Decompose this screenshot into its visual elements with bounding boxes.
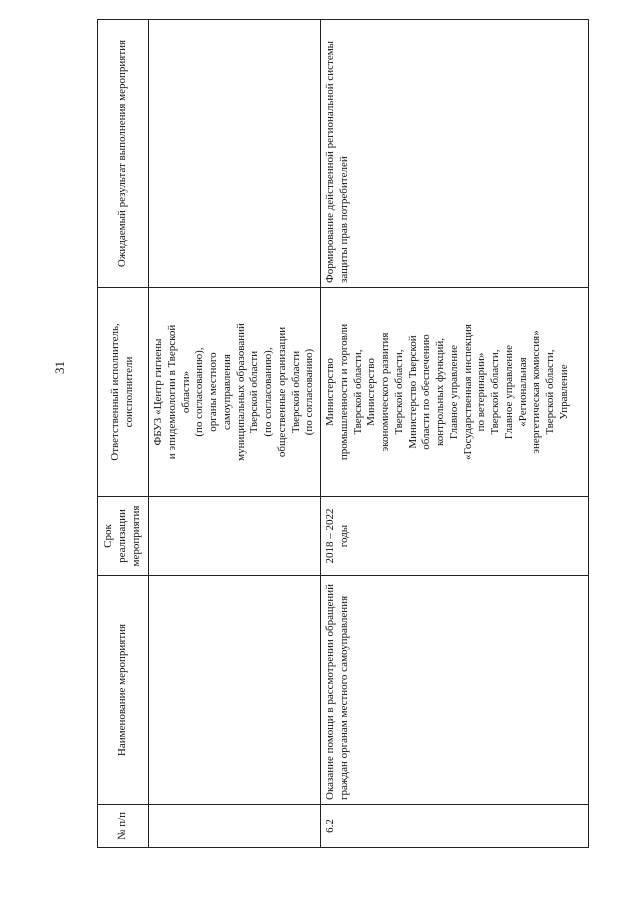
executor-line: Тверской области, [351,349,364,435]
row-name: Оказание помощи в рассмотрении обращений граждан органам местного самоуправления [321,576,589,805]
row-num: 6.2 [321,805,589,848]
measures-table [97,19,589,848]
executor-line: (по согласованию), [193,347,206,437]
executor-line: области по обеспечению [420,334,433,450]
header-num: № п/п [98,805,149,848]
executor-line: (по согласованию), [262,347,274,437]
table-header-row [98,20,149,848]
table-row [149,20,321,848]
executor-line: органы местного [207,352,219,432]
page-number: 31 [52,361,67,374]
executor-line: по ветеринарии» [475,352,488,432]
row-name [149,576,321,805]
executor-line: Тверской области [289,350,302,434]
executor-line: общественные организации [275,326,288,458]
header-result: Ожидаемый результат выполнения мероприятия [98,20,149,288]
header-name: Наименование мероприятия [98,576,149,805]
executor-line: Главное управление [447,344,460,440]
executor-line: «Государственная инспекция [461,324,474,460]
executor-line: промышленности и торговли [337,323,350,461]
row-term [149,497,321,576]
executor-line: (по согласованию) [303,348,316,436]
executor-line: Тверской области, [544,349,556,435]
executor-line: энергетическая комиссия» [530,330,543,454]
executor-line: Министерство Тверской [406,335,419,449]
executor-line: самоуправления [220,354,233,430]
executor-line: Тверской области, [489,349,501,435]
executor-line: и эпидемиологии в Тверской [165,324,178,460]
executor-line: Министерство [365,358,378,426]
executor-line: контрольных функций, [434,338,446,446]
row-result: Формирование действенной региональной системы защиты прав потребителей [321,20,589,288]
executor-line: Главное управление [502,344,515,440]
row-executor [149,288,321,497]
executor-line: Министерство [324,358,336,426]
row-result [149,20,321,288]
executor-line: Тверской области, [392,349,405,435]
row-term: 2018 – 2022 годы [321,497,589,576]
header-executor: Ответственный исполнитель, соисполнители [98,288,149,497]
executor-line: Управление [557,364,570,420]
executor-line: «Региональная [516,357,529,427]
header-term: Срок реализации мероприятия [98,497,149,576]
row-num [149,805,321,848]
table-row [321,20,589,848]
executor-line: Тверской области [248,350,261,434]
executor-line: области» [179,370,192,414]
executor-line: муниципальных образований [234,323,247,461]
row-executor [321,288,589,497]
executor-line: ФБУЗ «Центр гигиены [152,338,164,446]
executor-line: экономического развития [379,332,391,452]
measures-table-frame [97,39,589,848]
